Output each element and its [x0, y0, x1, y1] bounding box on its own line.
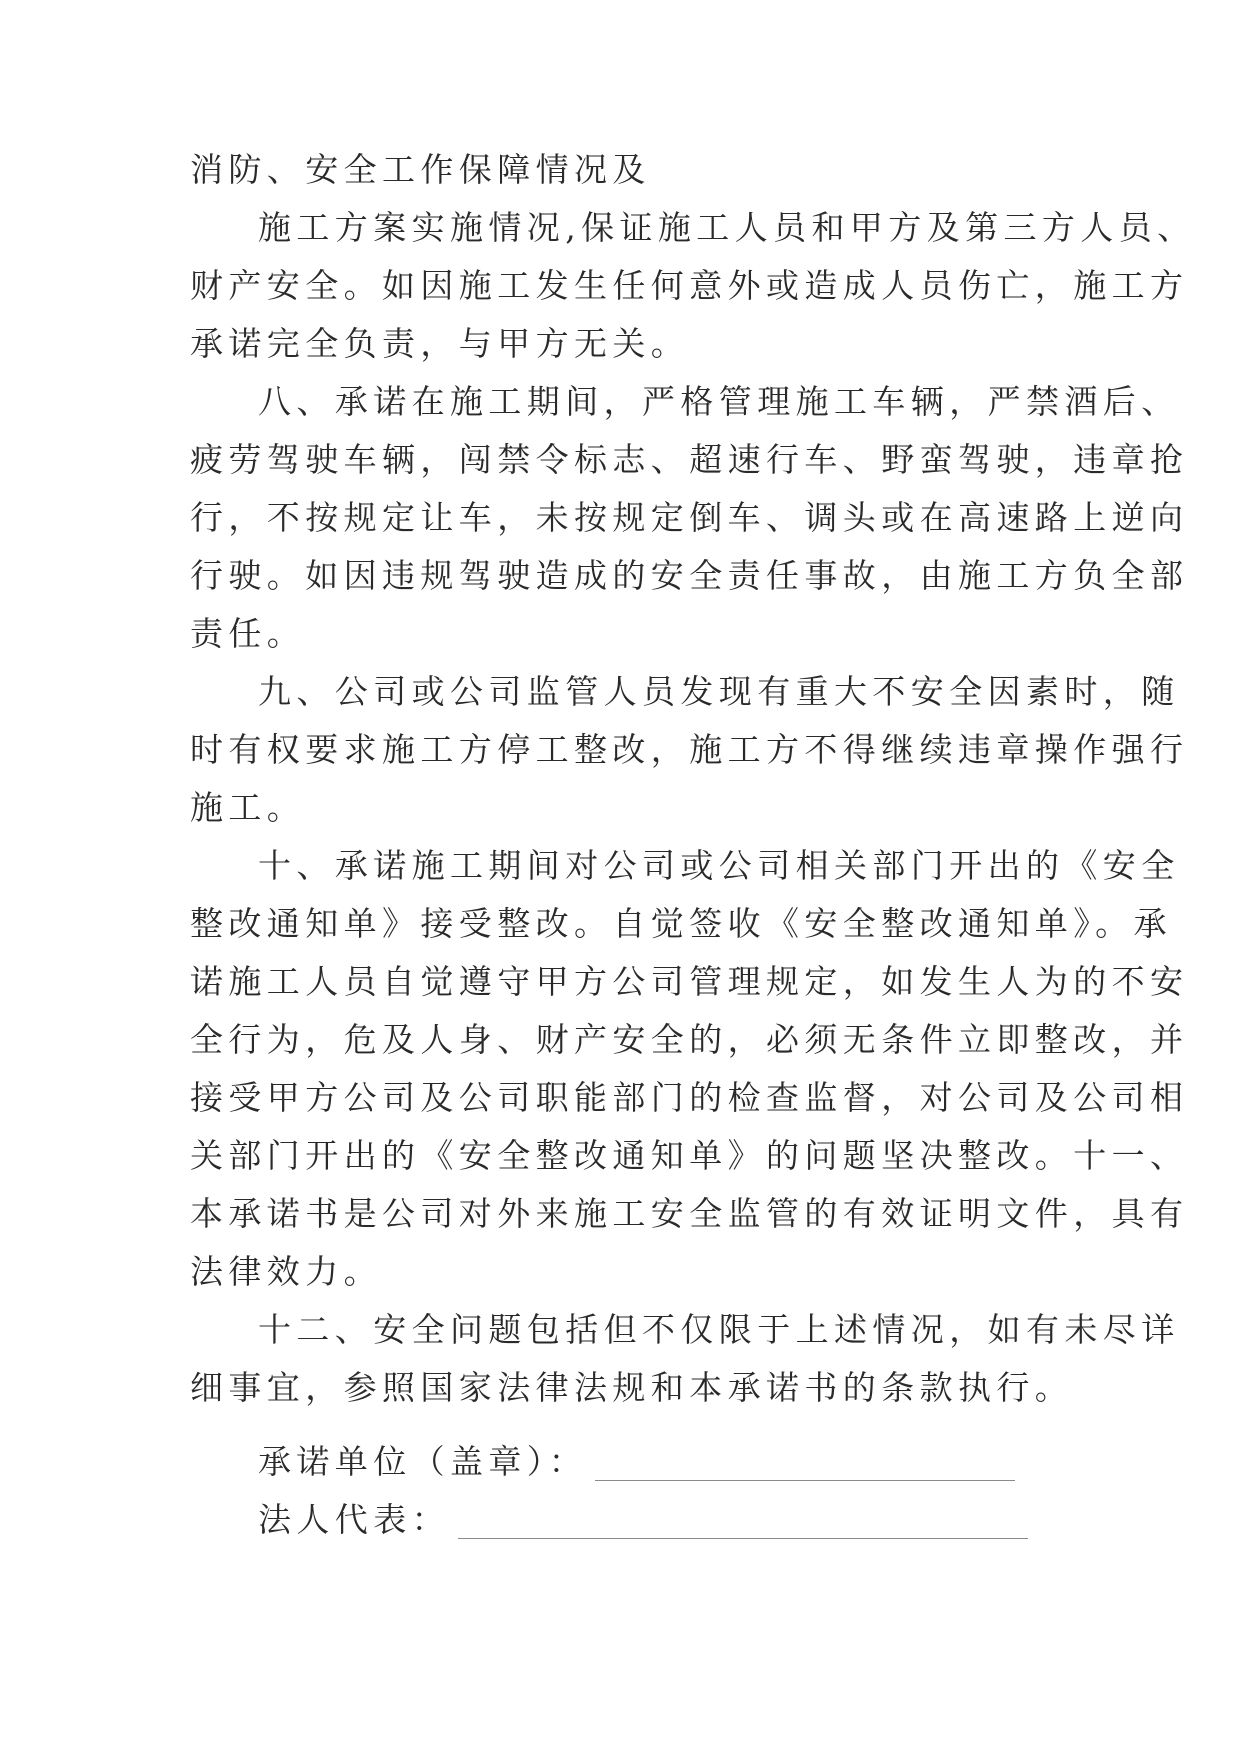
text-line: 消防、安全工作保障情况及	[190, 150, 651, 189]
text-line: 关部门开出的《安全整改通知单》的问题坚决整改。十一、	[190, 1136, 1189, 1175]
text-line: 接受甲方公司及公司职能部门的检查监督，对公司及公司相	[190, 1078, 1189, 1117]
company-seal-blank	[595, 1479, 1015, 1481]
text-line: 本承诺书是公司对外来施工安全监管的有效证明文件，具有	[190, 1194, 1189, 1233]
text-line: 法律效力。	[190, 1252, 382, 1291]
text-line: 八、承诺在施工期间，严格管理施工车辆，严禁酒后、	[258, 382, 1180, 421]
text-line: 细事宜，参照国家法律法规和本承诺书的条款执行。	[190, 1368, 1074, 1407]
legal-rep-blank	[458, 1537, 1028, 1539]
text-line: 财产安全。如因施工发生任何意外或造成人员伤亡，施工方	[190, 266, 1189, 305]
text-line: 全行为，危及人身、财产安全的，必须无条件立即整改，并	[190, 1020, 1189, 1059]
text-line: 施工方案实施情况,保证施工人员和甲方及第三方人员、	[258, 208, 1196, 247]
text-line: 九、公司或公司监管人员发现有重大不安全因素时，随	[258, 672, 1180, 711]
text-line: 整改通知单》接受整改。自觉签收《安全整改通知单》。承	[190, 904, 1172, 943]
text-line: 十二、安全问题包括但不仅限于上述情况，如有未尽详	[258, 1310, 1180, 1349]
text-line: 行，不按规定让车，未按规定倒车、调头或在高速路上逆向	[190, 498, 1189, 537]
company-seal-label: 承诺单位（盖章）：	[258, 1442, 588, 1481]
text-line: 行驶。如因违规驾驶造成的安全责任事故，由施工方负全部	[190, 556, 1189, 595]
text-line: 施工。	[190, 788, 306, 827]
text-line: 十、承诺施工期间对公司或公司相关部门开出的《安全	[258, 846, 1180, 885]
text-line: 时有权要求施工方停工整改，施工方不得继续违章操作强行	[190, 730, 1189, 769]
text-line: 诺施工人员自觉遵守甲方公司管理规定，如发生人为的不安	[190, 962, 1189, 1001]
text-line: 承诺完全负责，与甲方无关。	[190, 324, 690, 363]
signature-legal-rep-row	[258, 1500, 1028, 1540]
text-line: 责任。	[190, 614, 306, 653]
signature-company-row	[258, 1442, 1015, 1482]
legal-rep-label: 法人代表：	[258, 1500, 450, 1539]
text-line: 疲劳驾驶车辆，闯禁令标志、超速行车、野蛮驾驶，违章抢	[190, 440, 1189, 479]
